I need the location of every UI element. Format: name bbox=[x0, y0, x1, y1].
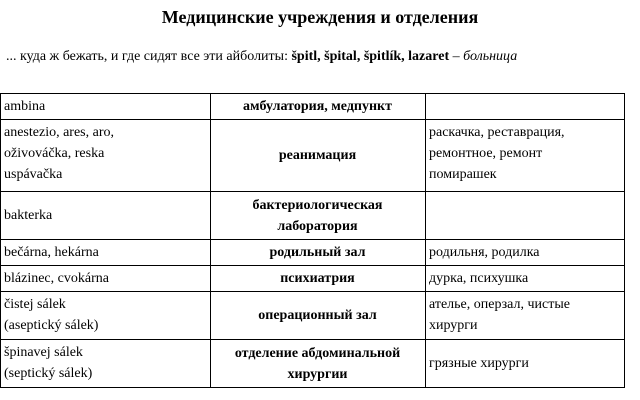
russian-line: амбулатория, медпункт bbox=[243, 99, 392, 114]
table-row bbox=[1, 266, 625, 292]
russian-line: реанимация bbox=[278, 148, 357, 163]
table-row bbox=[1, 240, 625, 266]
jargon-cell bbox=[426, 292, 625, 340]
russian-cell bbox=[211, 340, 426, 388]
russian-line: отделение абдоминальной bbox=[234, 345, 401, 361]
russian-cell bbox=[211, 192, 426, 240]
jargon-line: хирурги bbox=[429, 318, 478, 333]
slang-cell bbox=[1, 192, 211, 240]
russian-line: психиатрия bbox=[280, 271, 355, 286]
slang-cell bbox=[1, 340, 211, 388]
page-title: Медицинские учреждения и отделения bbox=[161, 7, 479, 27]
slang-line: oživováčka, reska bbox=[4, 146, 105, 161]
slang-line: anestezio, ares, aro, bbox=[4, 125, 114, 140]
russian-cell bbox=[211, 120, 426, 192]
jargon-line: ремонтное, ремонт bbox=[429, 146, 543, 161]
slang-line: špinavej sálek bbox=[4, 345, 83, 360]
russian-line: лаборатория bbox=[277, 218, 358, 234]
russian-cell bbox=[211, 266, 426, 292]
slang-line: (septický sálek) bbox=[4, 366, 93, 381]
table-row bbox=[1, 340, 625, 388]
jargon-cell bbox=[426, 340, 625, 388]
glossary-body bbox=[1, 94, 625, 388]
russian-line: бактериологическая bbox=[252, 197, 383, 213]
slang-line: (aseptický sálek) bbox=[4, 318, 99, 333]
jargon-cell bbox=[426, 94, 625, 120]
jargon-cell bbox=[426, 120, 625, 192]
table-row bbox=[1, 94, 625, 120]
table-row bbox=[1, 292, 625, 340]
intro-line bbox=[6, 48, 517, 66]
russian-cell bbox=[211, 292, 426, 340]
jargon-line: раскачка, реставрация, bbox=[429, 125, 565, 140]
jargon-line: ателье, оперзал, чистые bbox=[429, 297, 570, 312]
slang-cell bbox=[1, 266, 211, 292]
jargon-line: помирашек bbox=[429, 167, 497, 182]
russian-line: операционный зал bbox=[258, 308, 377, 323]
glossary-table bbox=[0, 93, 625, 388]
russian-line: хирургии bbox=[287, 366, 348, 382]
slang-line: čistej sálek bbox=[4, 297, 66, 312]
table-row bbox=[1, 120, 625, 192]
slang-cell bbox=[1, 292, 211, 340]
intro-meaning: больница bbox=[463, 49, 518, 64]
intro-dash: – bbox=[449, 49, 464, 64]
jargon-line: родильня, родилка bbox=[429, 245, 540, 260]
jargon-cell bbox=[426, 240, 625, 266]
intro-prefix: ... куда ж бежать, и где сидят все эти айболиты: bbox=[6, 49, 292, 64]
russian-cell bbox=[211, 240, 426, 266]
jargon-cell bbox=[426, 192, 625, 240]
russian-line: родильный зал bbox=[269, 245, 366, 260]
jargon-cell bbox=[426, 266, 625, 292]
intro-terms: špitl, špital, špitlík, lazaret bbox=[291, 49, 450, 64]
table-row bbox=[1, 192, 625, 240]
slang-line: bakterka bbox=[4, 208, 53, 223]
slang-cell bbox=[1, 120, 211, 192]
slang-line: blázinec, cvokárna bbox=[4, 271, 109, 286]
jargon-line: дурка, психушка bbox=[429, 271, 529, 286]
slang-cell bbox=[1, 240, 211, 266]
jargon-line: грязные хирурги bbox=[429, 356, 529, 371]
slang-line: uspávačka bbox=[4, 167, 63, 182]
slang-line: ambina bbox=[4, 99, 46, 114]
russian-cell bbox=[211, 94, 426, 120]
slang-line: bečárna, hekárna bbox=[4, 245, 99, 260]
slang-cell bbox=[1, 94, 211, 120]
